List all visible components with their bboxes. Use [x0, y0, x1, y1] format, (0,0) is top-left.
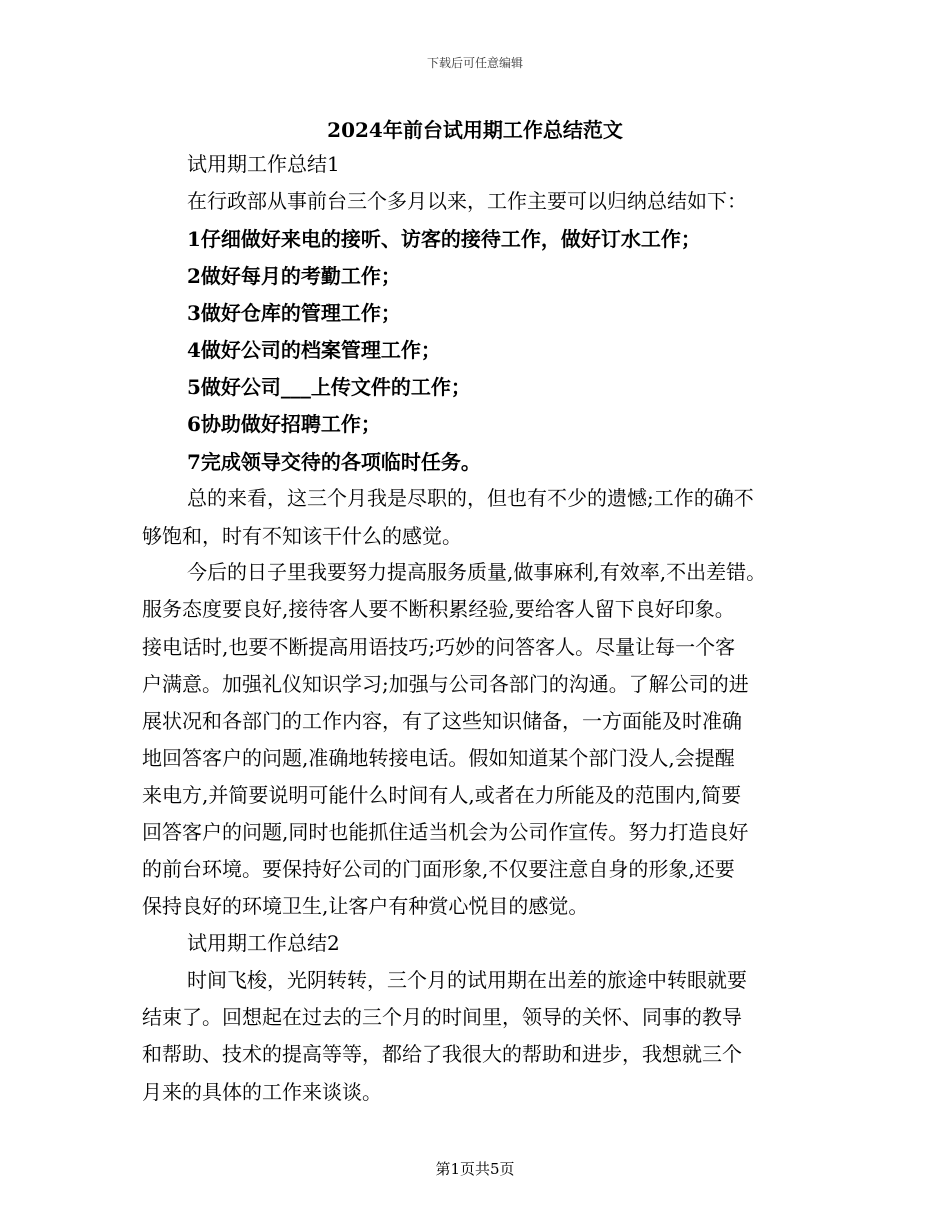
section-heading-2: 试用期工作总结2 [187, 931, 340, 955]
paragraph-line: 展状况和各部门的工作内容，有了这些知识储备，一方面能及时准确 [142, 709, 742, 733]
list-item: 3做好仓库的管理工作； [187, 301, 401, 325]
paragraph-line: 今后的日子里我要努力提高服务质量,做事麻利,有效率,不出差错。 [187, 560, 767, 584]
list-item: 5做好公司___上传文件的工作； [187, 375, 471, 399]
list-item: 7完成领导交待的各项临时任务。 [187, 450, 481, 474]
paragraph-line: 月来的具体的工作来谈谈。 [142, 1080, 382, 1104]
paragraph-line: 回答客户的问题,同时也能抓住适当机会为公司作宣传。努力打造良好 [142, 820, 749, 844]
paragraph-line: 时间飞梭，光阴转转，三个月的试用期在出差的旅途中转眼就要 [187, 968, 747, 992]
section-heading-1: 试用期工作总结1 [187, 152, 340, 176]
paragraph-line: 和帮助、技术的提高等等，都给了我很大的帮助和进步，我想就三个 [142, 1042, 742, 1066]
paragraph-line: 户满意。加强礼仪知识学习;加强与公司各部门的沟通。了解公司的进 [142, 672, 749, 696]
paragraph-line: 在行政部从事前台三个多月以来，工作主要可以归纳总结如下： [187, 189, 747, 213]
paragraph-line: 接电话时,也要不断提高用语技巧;巧妙的问答客人。尽量让每一个客 [142, 635, 736, 659]
paragraph-line: 服务态度要良好,接待客人要不断积累经验,要给客人留下良好印象。 [142, 597, 735, 621]
paragraph-line: 够饱和，时有不知该干什么的感觉。 [142, 524, 462, 548]
paragraph-line: 保持良好的环境卫生,让客户有种赏心悦目的感觉。 [142, 894, 589, 918]
list-item: 6协助做好招聘工作； [187, 412, 381, 436]
document-title: 2024年前台试用期工作总结范文 [327, 118, 623, 142]
paragraph-line: 的前台环境。要保持好公司的门面形象,不仅要注意自身的形象,还要 [142, 857, 735, 881]
list-item: 4做好公司的档案管理工作； [187, 338, 441, 362]
paragraph-line: 地回答客户的问题,准确地转接电话。假如知道某个部门没人,会提醒 [142, 746, 735, 770]
list-item: 2做好每月的考勤工作； [187, 264, 401, 288]
list-item: 1仔细做好来电的接听、访客的接待工作，做好订水工作； [187, 227, 701, 251]
paragraph-line: 来电方,并简要说明可能什么时间有人,或者在力所能及的范围内,简要 [142, 783, 742, 807]
paragraph-line: 总的来看，这三个月我是尽职的，但也有不少的遗憾;工作的确不 [187, 486, 754, 510]
paragraph-line: 结束了。回想起在过去的三个月的时间里，领导的关怀、同事的教导 [142, 1005, 742, 1029]
header-note: 下载后可任意编辑 [426, 56, 523, 70]
page-number-footer: 第1页共5页 [435, 1160, 515, 1178]
